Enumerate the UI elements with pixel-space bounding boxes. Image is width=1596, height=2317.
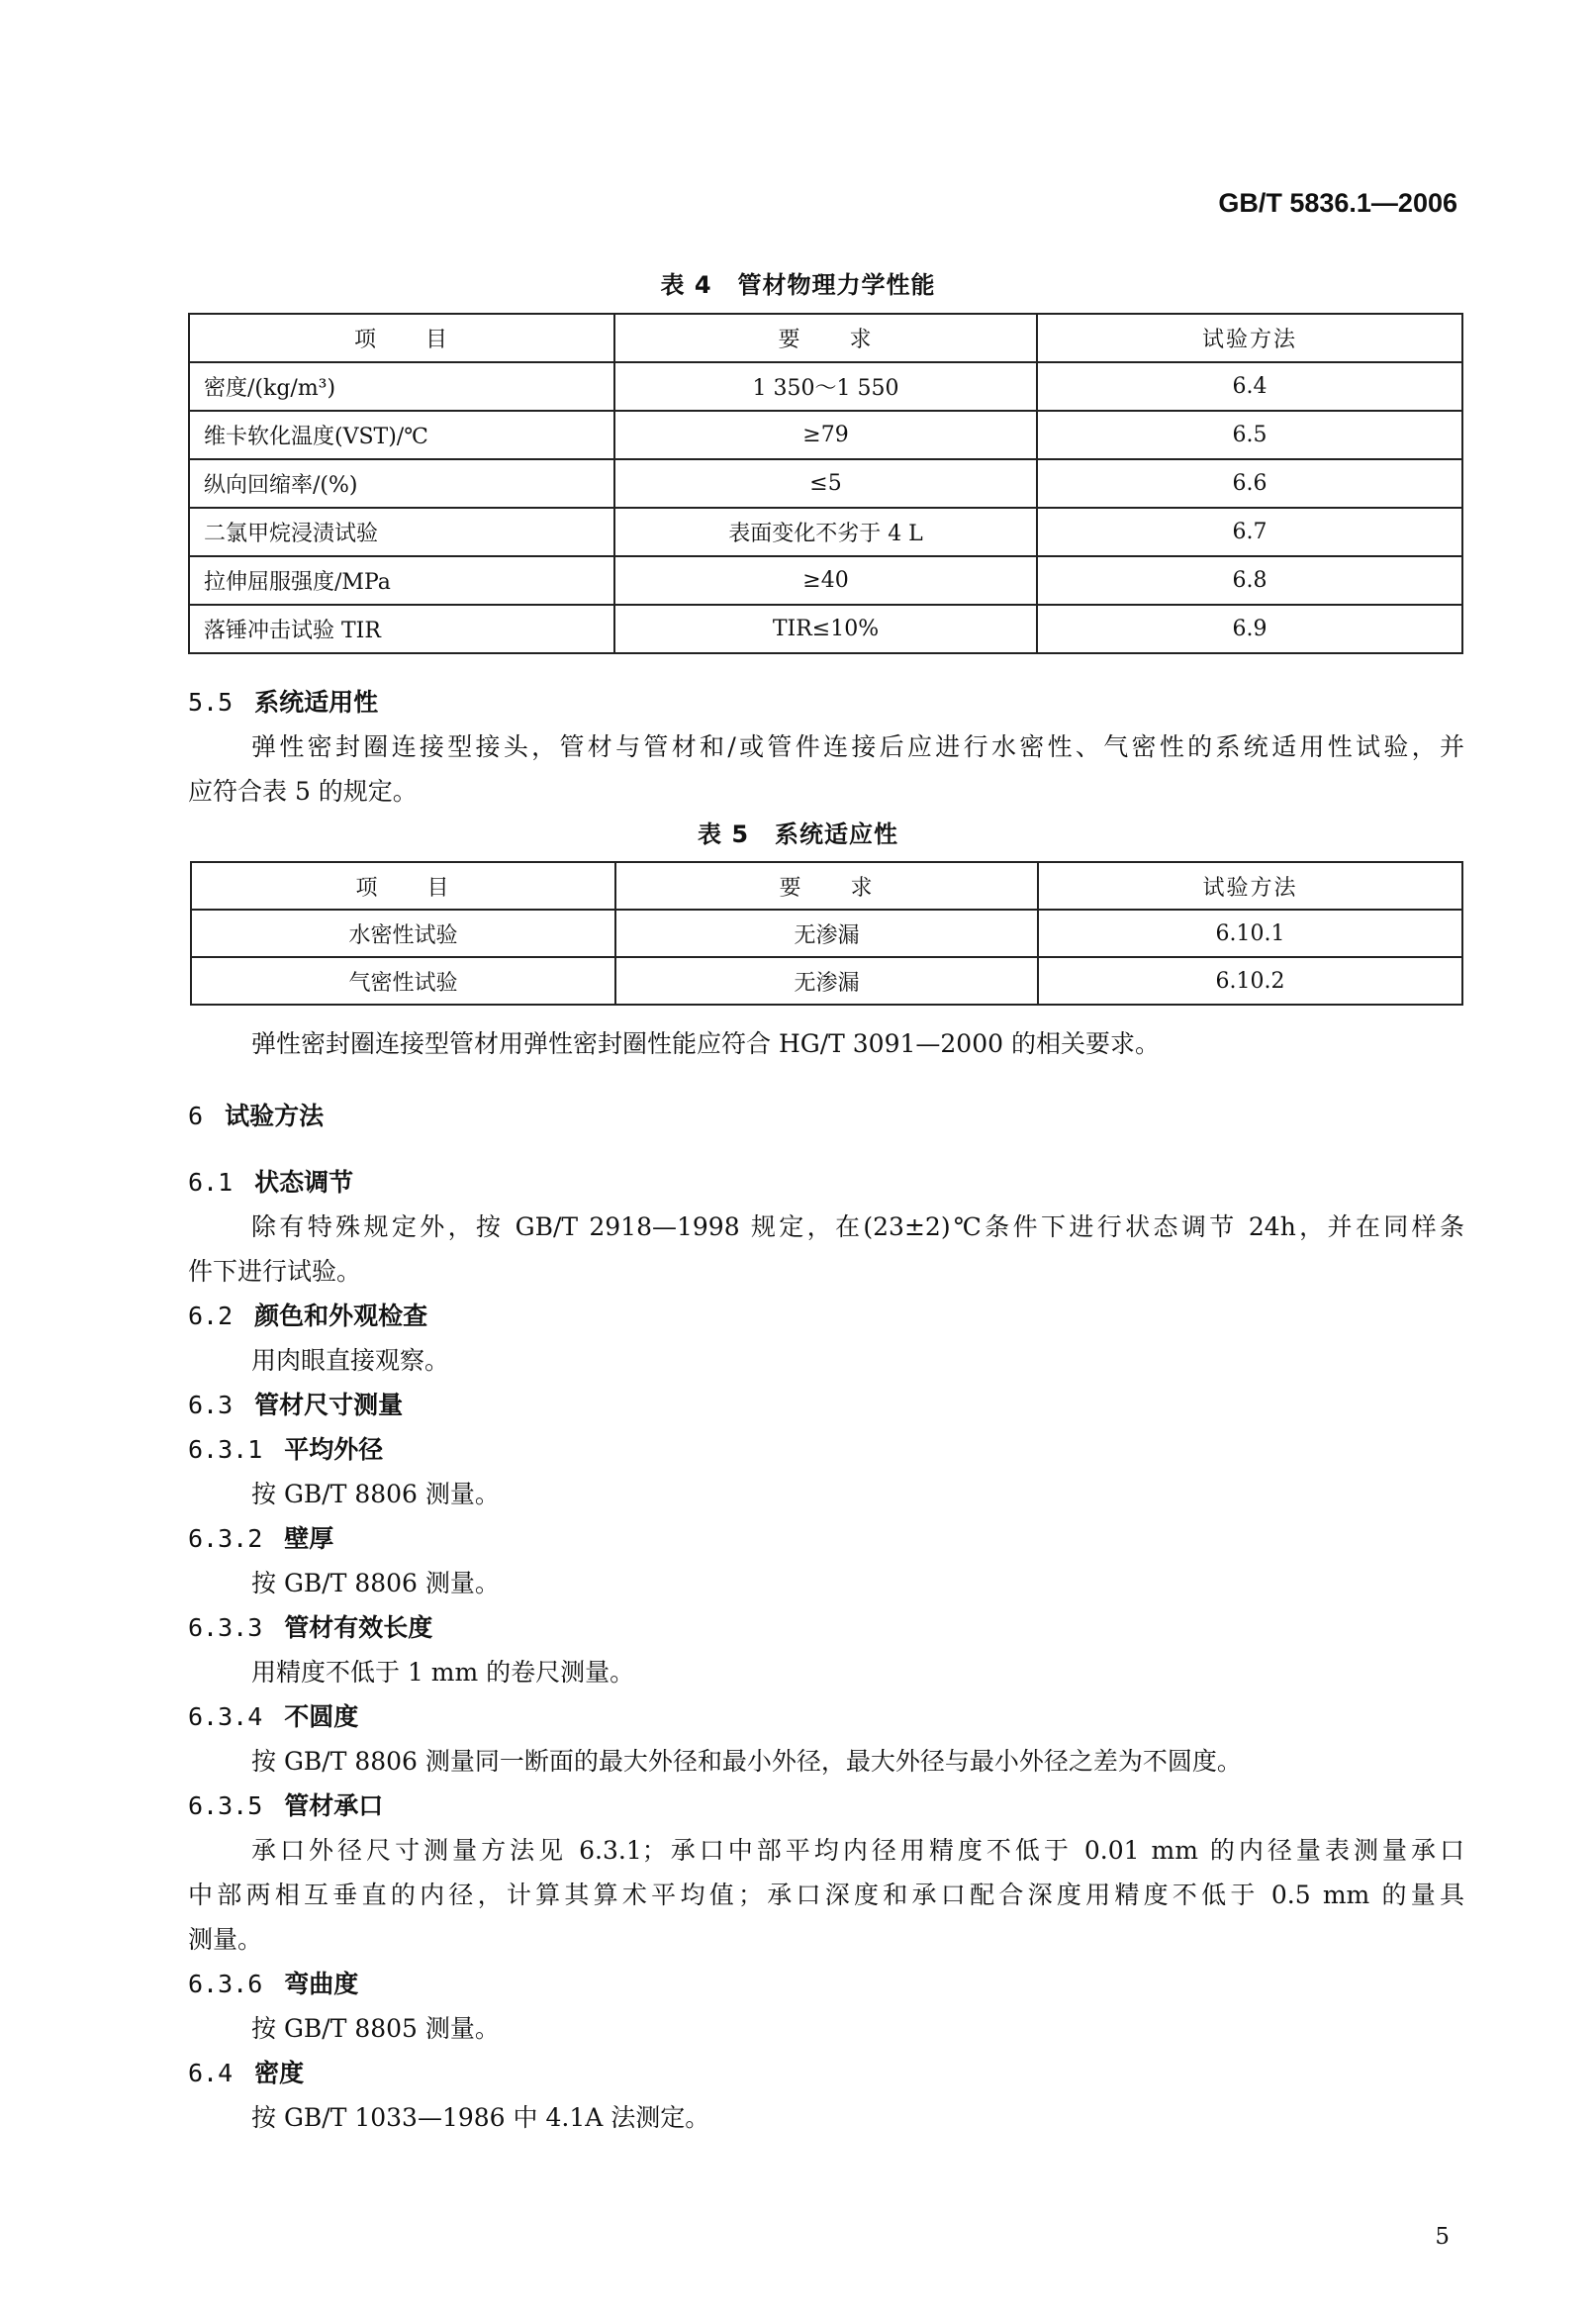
table-cell: TIR≤10% xyxy=(614,605,1037,653)
table-row xyxy=(189,605,1462,653)
section-6-3-4-text: 按 GB/T 8806 测量同一断面的最大外径和最小外径，最大外径与最小外径之差为不圆度。 xyxy=(251,1747,1242,1776)
section-6-3-5-line-2: 中部两相互垂直的内径，计算其算术平均值；承口深度和承口配合深度用精度不低于 0.5 mm 的量具 xyxy=(188,1881,1464,1909)
section-6-1-line-2: 件下进行试验。 xyxy=(188,1257,362,1286)
section-number: 6.4 xyxy=(188,2059,234,2087)
table-cell: ≤5 xyxy=(614,459,1037,508)
section-number: 6.3.4 xyxy=(188,1702,263,1731)
section-title: 试验方法 xyxy=(225,1102,325,1130)
table-row xyxy=(189,508,1462,556)
section-6-1-heading xyxy=(188,1163,353,1199)
section-title: 平均外径 xyxy=(284,1435,384,1464)
table-row xyxy=(189,411,1462,459)
section-6-3-2-text: 按 GB/T 8806 测量。 xyxy=(251,1569,500,1597)
section-6-3-2-heading xyxy=(188,1519,333,1555)
section-number: 6.2 xyxy=(188,1302,234,1330)
table-cell: 无渗漏 xyxy=(615,910,1038,957)
table4-header-method: 试验方法 xyxy=(1037,314,1462,362)
table-cell: 纵向回缩率/(%) xyxy=(189,459,614,508)
section-5-5-paragraph-line-2: 应符合表 5 的规定。 xyxy=(188,777,418,806)
section-title: 颜色和外观检查 xyxy=(254,1302,428,1330)
table-cell: 维卡软化温度(VST)/℃ xyxy=(189,411,614,459)
section-number: 6.3.2 xyxy=(188,1524,263,1553)
table-cell: 水密性试验 xyxy=(191,910,615,957)
page-number: 5 xyxy=(1435,2224,1450,2250)
table-cell: ≥40 xyxy=(614,556,1037,605)
table-cell: 落锤冲击试验 TIR xyxy=(189,605,614,653)
section-6-3-heading xyxy=(188,1386,403,1421)
section-number: 6.3 xyxy=(188,1391,234,1419)
table5-number: 表 5 xyxy=(697,821,750,848)
table-cell: 密度/(kg/m³) xyxy=(189,362,614,411)
section-number: 5.5 xyxy=(188,688,234,717)
section-number: 6.1 xyxy=(188,1168,234,1197)
table5 xyxy=(190,861,1463,1006)
section-6-2-heading xyxy=(188,1297,427,1332)
section-title: 系统适用性 xyxy=(254,688,379,717)
table-cell: 1 350～1 550 xyxy=(614,362,1037,411)
section-title: 弯曲度 xyxy=(284,1970,359,1998)
table4-number: 表 4 xyxy=(660,271,712,299)
section-number: 6.3.5 xyxy=(188,1791,263,1820)
table4-title: 管材物理力学性能 xyxy=(737,271,936,299)
table-row xyxy=(191,957,1462,1005)
section-6-3-3-text: 用精度不低于 1 mm 的卷尺测量。 xyxy=(251,1658,635,1687)
section-title: 不圆度 xyxy=(284,1702,359,1731)
section-5-5-heading xyxy=(188,683,378,719)
section-6-3-6-text: 按 GB/T 8805 测量。 xyxy=(251,2014,500,2043)
table-cell: 6.5 xyxy=(1037,411,1462,459)
table-cell: 6.7 xyxy=(1037,508,1462,556)
section-6-3-5-heading xyxy=(188,1786,383,1822)
table5-header-item: 项 目 xyxy=(191,862,615,910)
section-title: 管材尺寸测量 xyxy=(254,1391,404,1419)
section-6-3-4-heading xyxy=(188,1697,358,1733)
section-6-heading xyxy=(188,1097,324,1132)
table5-header-row xyxy=(191,862,1462,910)
table-row xyxy=(189,362,1462,411)
section-6-3-6-heading xyxy=(188,1965,358,2000)
table5-title: 系统适应性 xyxy=(775,821,899,848)
table-cell: 6.4 xyxy=(1037,362,1462,411)
table4-caption xyxy=(0,265,1596,300)
section-6-3-5-line-1: 承口外径尺寸测量方法见 6.3.1；承口中部平均内径用精度不低于 0.01 mm 的内径量表测量承口 xyxy=(251,1836,1464,1865)
table-cell: 6.8 xyxy=(1037,556,1462,605)
table-cell: 6.10.1 xyxy=(1038,910,1462,957)
table-cell: ≥79 xyxy=(614,411,1037,459)
section-6-2-text: 用肉眼直接观察。 xyxy=(251,1346,450,1375)
section-title: 状态调节 xyxy=(254,1168,354,1197)
section-6-4-heading xyxy=(188,2054,304,2089)
table4-header-item: 项 目 xyxy=(189,314,614,362)
table-cell: 6.9 xyxy=(1037,605,1462,653)
table5-header-requirement: 要 求 xyxy=(615,862,1038,910)
standard-code: GB/T 5836.1—2006 xyxy=(1218,188,1457,218)
table5-header-method: 试验方法 xyxy=(1038,862,1462,910)
table5-caption xyxy=(0,815,1596,849)
table4-header-row xyxy=(189,314,1462,362)
section-6-1-line-1: 除有特殊规定外，按 GB/T 2918—1998 规定，在(23±2)℃条件下进行状态调节 24h，并在同样条 xyxy=(251,1212,1464,1241)
table-row xyxy=(191,910,1462,957)
section-6-3-5-line-3: 测量。 xyxy=(188,1925,263,1954)
table-cell: 6.6 xyxy=(1037,459,1462,508)
section-5-5-paragraph-line-1: 弹性密封圈连接型接头，管材与管材和/或管件连接后应进行水密性、气密性的系统适用性试验，并 xyxy=(251,732,1464,761)
section-number: 6 xyxy=(188,1102,204,1130)
table-cell: 二氯甲烷浸渍试验 xyxy=(189,508,614,556)
section-number: 6.3.6 xyxy=(188,1970,263,1998)
table-row xyxy=(189,556,1462,605)
section-number: 6.3.1 xyxy=(188,1435,263,1464)
table4 xyxy=(188,313,1463,654)
table-cell: 气密性试验 xyxy=(191,957,615,1005)
section-6-4-text: 按 GB/T 1033—1986 中 4.1A 法测定。 xyxy=(251,2103,710,2132)
section-6-3-1-heading xyxy=(188,1430,383,1466)
table-cell: 表面变化不劣于 4 L xyxy=(614,508,1037,556)
section-title: 管材有效长度 xyxy=(284,1613,433,1642)
table-row xyxy=(189,459,1462,508)
section-6-3-1-text: 按 GB/T 8806 测量。 xyxy=(251,1480,500,1508)
table-cell: 无渗漏 xyxy=(615,957,1038,1005)
table-cell: 6.10.2 xyxy=(1038,957,1462,1005)
section-number: 6.3.3 xyxy=(188,1613,263,1642)
table4-header-requirement: 要 求 xyxy=(614,314,1037,362)
table-cell: 拉伸屈服强度/MPa xyxy=(189,556,614,605)
section-6-3-3-heading xyxy=(188,1608,432,1644)
section-title: 密度 xyxy=(254,2059,305,2087)
seal-requirement-note: 弹性密封圈连接型管材用弹性密封圈性能应符合 HG/T 3091—2000 的相关要求。 xyxy=(251,1029,1160,1058)
section-title: 壁厚 xyxy=(284,1524,334,1553)
section-title: 管材承口 xyxy=(284,1791,384,1820)
